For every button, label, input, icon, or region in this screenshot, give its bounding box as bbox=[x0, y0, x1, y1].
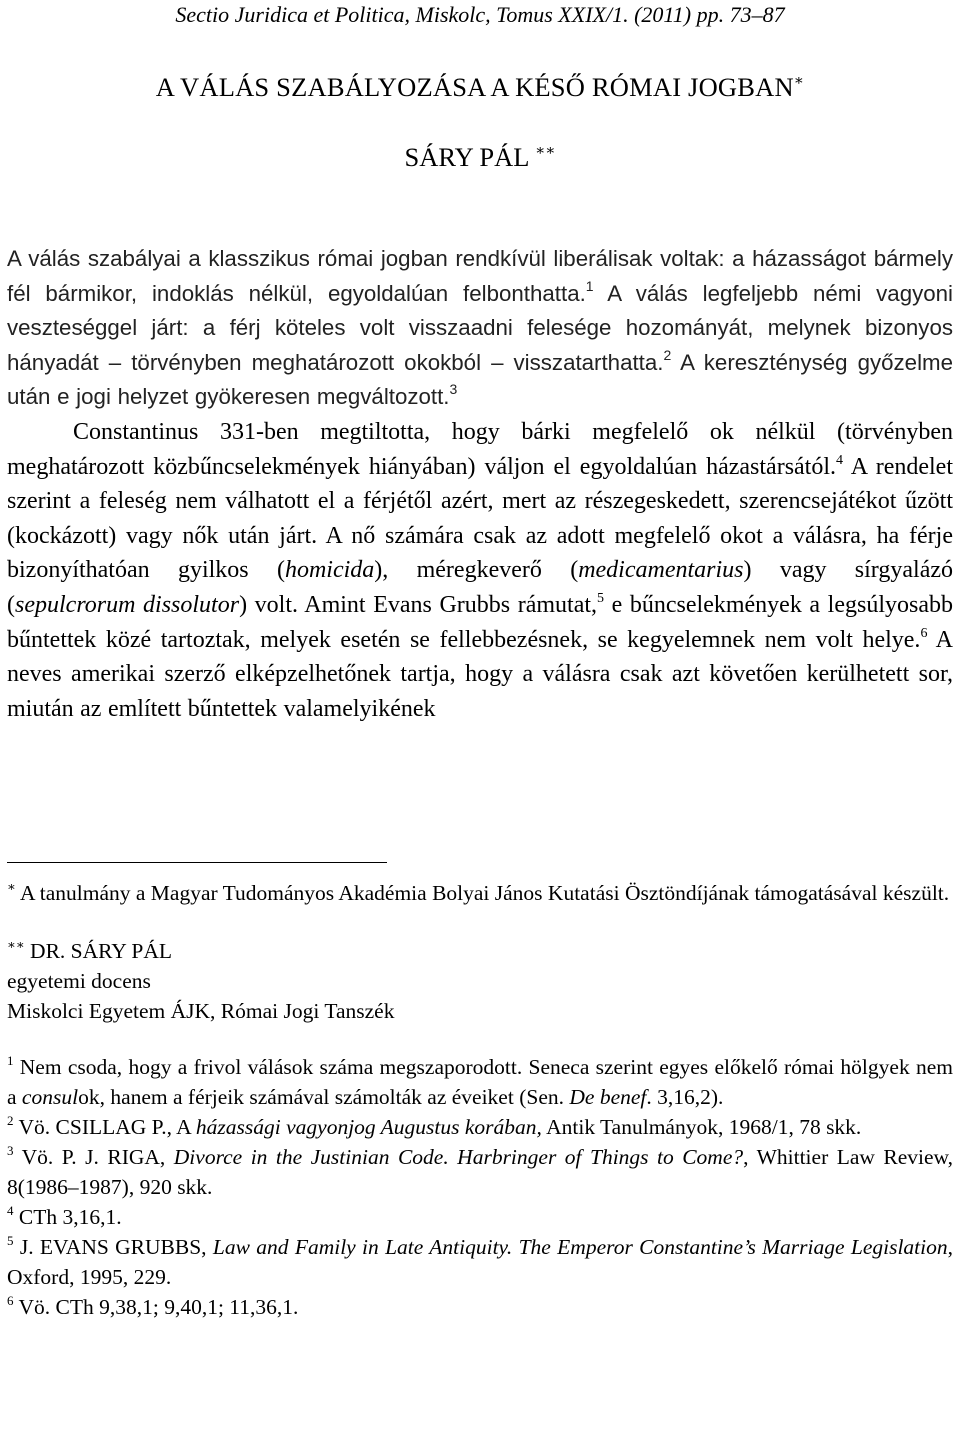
footnote-6: $^6$ Vö. CTh 9,38,1; 9,40,1; 11,36,1. bbox=[7, 1293, 299, 1319]
footnote-1: $^1$ Nem csoda, hogy a frivol válások száma megszaporodott. Seneca szerint egyes előkelő római hölgyek nem a consulok, hanem a férjeik számával számolták az éveiket (Sen. De benef. 3,16,2). bbox=[7, 1053, 953, 1109]
footnote-4: $^4$ CTh 3,16,1. bbox=[7, 1203, 122, 1229]
footnote-3: $^3$ Vö. P. J. RIGA, Divorce in the Justinian Code. Harbringer of Things to Come?, Whittier Law Review, 8(1986–1987), 920 skk. bbox=[7, 1143, 954, 1199]
author-affiliation: Miskolci Egyetem ÁJK, Római Jogi Tanszék bbox=[7, 999, 395, 1023]
article-author bbox=[7, 140, 953, 174]
body-text bbox=[7, 242, 953, 726]
footnote-ref-4[interactable]: 4 bbox=[836, 452, 844, 468]
footnote-ref-2[interactable]: 2 bbox=[663, 346, 672, 363]
footnotes bbox=[7, 878, 953, 1322]
journal-header: Sectio Juridica et Politica, Miskolc, Tomus XXIX/1. (2011) pp. 73–87 bbox=[175, 2, 785, 27]
author-footnote-mark[interactable]: ∗∗ bbox=[535, 143, 556, 159]
footnote-ref-1[interactable]: 1 bbox=[585, 277, 594, 294]
body-paragraph-2: Constantinus 331-ben megtiltotta, hogy bárki megfelelő ok nélkül (törvényben meghatározott közbűncselekmények hiányában) váljon el egyoldalúan házastársától.$^4$ A rendelet szerint a feleség nem válhatott el a férjétől azért, mert az részegeskedett, szerencsejátékot űzött (kockázott) vagy nők után járt. A nő számára csak az adott megfelelő okot a válásra, ha férje bizonyíthatóan gyilkos (homicida), méregkeverő (medicamentarius) vagy sírgyalázó (sepulcrorum dissolutor) volt. Amint Evans Grubbs rámutat,$^5$ e bűncselekmények a legsúlyosabb bűntettek közé tartoztak, melyek esetén se fellebbezésnek, se kegyelemnek nem volt helye.$^6$ A neves amerikai szerző elképzelhetőnek tartja, hogy a válásra csak azt követően kerülhetett sor, miután az említett bűntettek valamelyikének bbox=[7, 418, 954, 722]
title-footnote-mark[interactable]: ∗ bbox=[793, 73, 805, 89]
author-position: egyetemi docens bbox=[7, 969, 151, 993]
article-title bbox=[7, 70, 953, 104]
footnote-separator bbox=[7, 862, 387, 863]
author-name: SÁRY PÁL bbox=[404, 142, 529, 172]
footnote-star1: ∗ A tanulmány a Magyar Tudományos Akadémia Bolyai János Kutatási Ösztöndíjának támogatásával készült. bbox=[7, 879, 950, 905]
footnote-5: $^5$ J. EVANS GRUBBS, Law and Family in Late Antiquity. The Emperor Constantine’s Marriage Legislation, Oxford, 1995, 229. bbox=[7, 1233, 954, 1289]
footnote-2: $^2$ Vö. CSILLAG P., A házassági vagyonjog Augustus korában, Antik Tanulmányok, 1968/1, 78 skk. bbox=[7, 1113, 862, 1139]
article-title-text: A VÁLÁS SZABÁLYOZÁSA A KÉSŐ RÓMAI JOGBAN bbox=[155, 72, 794, 102]
footnote-ref-5[interactable]: 5 bbox=[597, 590, 605, 606]
body-paragraph-1: A válás szabályai a klasszikus római jogban rendkívül liberálisak voltak: a házasságot bármely fél bármikor, indoklás nélkül, egyoldalúan felbonthatta.$^1$ A válás legfeljebb némi vagyoni veszteséggel járt: a férj köteles volt visszaadni felesége hozományát, melynek bizonyos hányadát – törvényben meghatározott okokból – visszatarthatta.$^2$ A kereszténység győzelme után e jogi helyzet gyökeresen megváltozott.$^3$ bbox=[7, 246, 953, 410]
footnote-star2: ∗∗ DR. SÁRY PÁL bbox=[7, 937, 173, 963]
footnote-ref-3[interactable]: 3 bbox=[449, 381, 458, 398]
footnote-ref-6[interactable]: 6 bbox=[920, 625, 928, 641]
